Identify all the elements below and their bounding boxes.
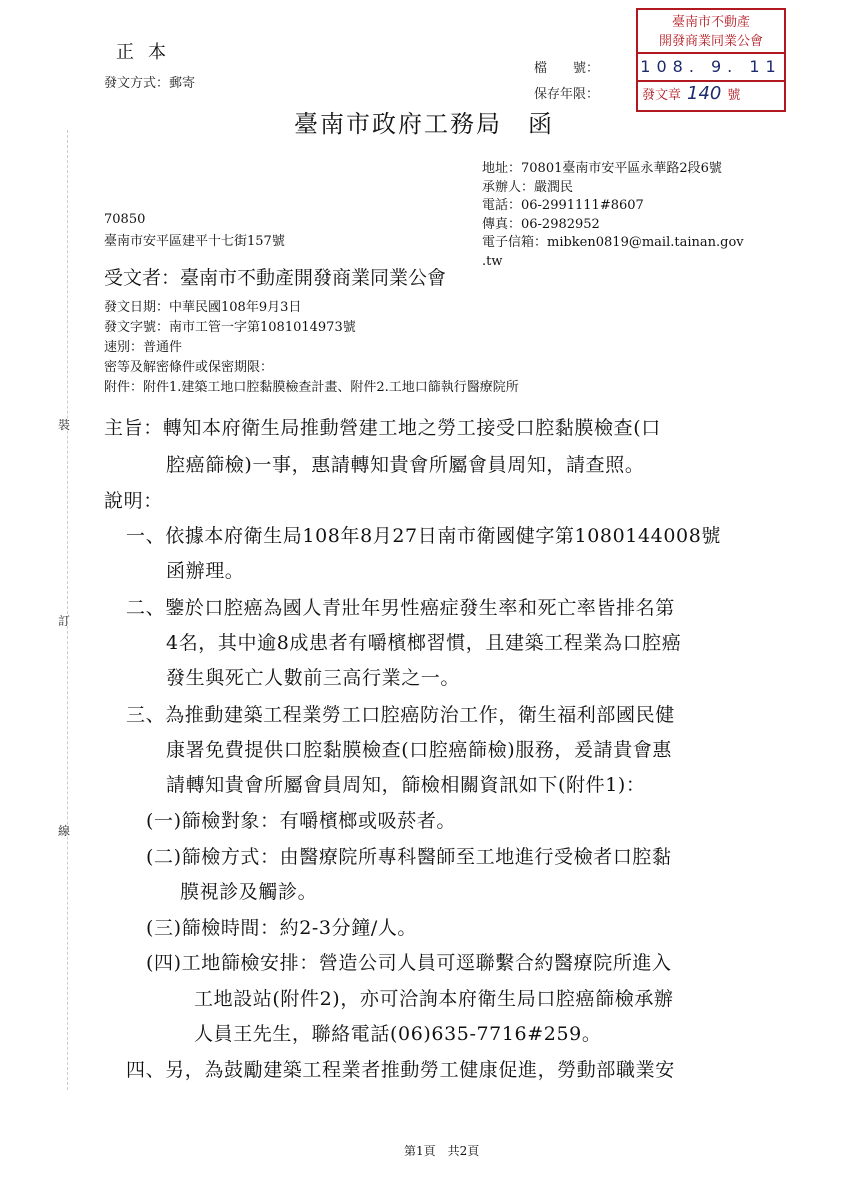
sender-address: 地址：70801臺南市安平區永華路2段6號 <box>482 161 722 176</box>
sender-info <box>482 160 744 271</box>
item2-line-1: 二、鑒於口腔癌為國人青壯年男性癌症發生率和死亡率皆排名第 <box>126 597 675 619</box>
sender-handler: 承辦人：嚴潤民 <box>482 179 574 195</box>
file-number-label: 檔 號： <box>534 61 600 76</box>
sender-phone: 電話：06-2991111#8607 <box>482 198 644 213</box>
retention-period-label: 保存年限： <box>534 87 600 102</box>
send-method: 發文方式：郵寄 <box>104 76 196 91</box>
item2-line-3: 發生與死亡人數前三高行業之一。 <box>166 667 461 689</box>
item3-line-1: 三、為推動建築工程業勞工口腔癌防治工作，衛生福利部國民健 <box>126 704 675 726</box>
item1-line-2: 函辦理。 <box>166 560 245 582</box>
stamp-number-value: 140 <box>687 83 722 104</box>
stamp-organization <box>638 10 784 54</box>
sub-item-1: (一)篩檢對象：有嚼檳榔或吸菸者。 <box>146 810 457 832</box>
stamp-org-line1: 臺南市不動產 <box>671 15 750 30</box>
explanation-heading: 說明： <box>104 490 163 512</box>
issue-date: 發文日期：中華民國108年9月3日 <box>104 300 302 315</box>
page-number: 第1頁 共2頁 <box>404 1144 480 1158</box>
sub-item-3: (三)篩檢時間：約2-3分鐘/人。 <box>146 917 418 939</box>
receipt-stamp <box>636 8 786 112</box>
binding-mark-3: 線 <box>58 824 71 838</box>
sub-item-2-line-1: (二)篩檢方式：由醫療院所專科醫師至工地進行受檢者口腔黏 <box>146 846 672 868</box>
sub-item-4-line-1: (四)工地篩檢安排：營造公司人員可逕聯繫合約醫療院所進入 <box>146 952 672 974</box>
item1-line-1: 一、依據本府衛生局108年8月27日南市衛國健字第1080144008號 <box>126 525 722 547</box>
item2-line-2: 4名，其中逾8成患者有嚼檳榔習慣，且建築工程業為口腔癌 <box>166 632 682 654</box>
sub-item-4-line-3: 人員王先生，聯絡電話(06)635-7716#259。 <box>194 1023 602 1045</box>
attachments: 附件：附件1.建築工地口腔黏膜檢查計畫、附件2.工地口篩執行醫療院所 <box>104 380 519 395</box>
document-number: 發文字號：南市工管一字第1081014973號 <box>104 320 356 335</box>
item3-line-3: 請轉知貴會所屬會員周知，篩檢相關資訊如下(附件1)： <box>166 774 646 796</box>
binding-mark-1: 裝 <box>58 418 71 432</box>
speed-class: 速別：普通件 <box>104 340 183 355</box>
binding-line <box>67 130 68 1090</box>
recipient-address: 臺南市安平區建平十七街157號 <box>104 234 285 249</box>
copy-label: 正本 <box>116 42 180 63</box>
item3-line-2: 康署免費提供口腔黏膜檢查(口腔癌篩檢)服務，爰請貴會惠 <box>166 739 673 761</box>
document-title: 臺南市政府工務局 函 <box>294 110 554 138</box>
subject-line-1: 主旨：轉知本府衛生局推動營建工地之勞工接受口腔黏膜檢查(口 <box>104 417 661 439</box>
receiver: 受文者：臺南市不動產開發商業同業公會 <box>104 267 447 289</box>
item4-line-1: 四、另，為鼓勵建築工程業者推動勞工健康促進，勞動部職業安 <box>126 1059 675 1081</box>
binding-mark-2: 訂 <box>58 614 71 628</box>
stamp-number-prefix: 發文章 <box>642 88 682 103</box>
stamp-org-line2: 開發商業同業公會 <box>658 34 763 49</box>
sender-fax: 傳真：06-2982952 <box>482 216 600 232</box>
secrecy-level: 密等及解密條件或保密期限： <box>104 360 274 375</box>
sub-item-2-line-2: 膜視診及觸診。 <box>180 881 318 903</box>
sub-item-4-line-2: 工地設站(附件2)，亦可洽詢本府衛生局口腔癌篩檢承辦 <box>194 988 674 1010</box>
sender-email-cont: .tw <box>482 253 503 269</box>
recipient-zip: 70850 <box>104 212 146 227</box>
sender-email: 電子信箱：mibken0819@mail.tainan.gov <box>482 235 744 250</box>
stamp-number-row <box>638 82 784 108</box>
subject-line-2: 腔癌篩檢)一事，惠請轉知貴會所屬會員周知，請查照。 <box>166 454 645 476</box>
stamp-number-suffix: 號 <box>727 88 741 103</box>
stamp-date: 108. 9. 11 <box>638 54 784 82</box>
